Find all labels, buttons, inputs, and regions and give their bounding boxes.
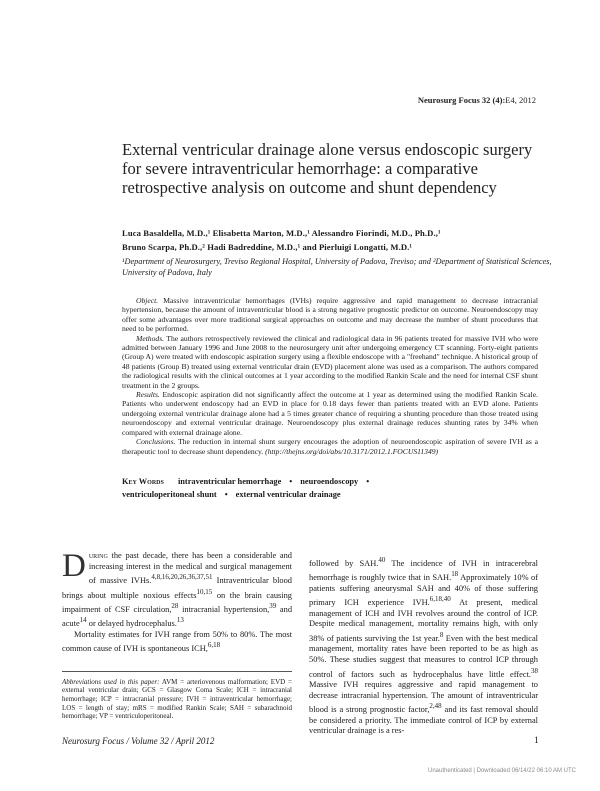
citation: 18 [451,570,459,579]
keyword-separator: • [224,490,228,499]
page-footer-journal: Neurosurg Focus / Volume 32 / April 2012 [62,736,215,746]
citation: 6,18 [207,641,221,650]
body-paragraph [62,548,293,630]
citation: 8 [439,630,444,639]
abstract-conclusions-label: Conclusions. [136,437,176,447]
abbreviations-footnote [62,671,292,721]
abstract-object-text: Massive intraventricular hemorrhages (IVHs) require aggressive and rapid management to decrease intracranial hypertension, because the amount of intraventricular blood is a strong negative prognostic predictor on outcome. Neuroendoscopy may offer some advantages over more traditional surgical approaches on outcome and may decrease the number of shunt procedures that need to be performed. [122,296,538,334]
abstract-methods-text: The authors retrospectively reviewed the clinical and radiological data in 96 patients treated for massive IVH who were admitted between January 1996 and June 2008 to the neurosurgery unit after undergoing emergency CT scanning. Forty-eight patients (Group A) were treated with endoscopic aspiration surgery using a flexible endoscope with a "freehand" technique. A historical group of 48 patients (Group B) treated using external ventricular drain (EVD) placement alone was used as a comparison. The authors compared the radiological results with the clinical outcomes at 1 year according to the modified Rankin Scale and the need for internal CSF shunt treatment in the 2 groups. [122,333,539,390]
body-text: and its fast removal should be considered a priority. The immediate control of ICP by external ventricular drainage is a res- [309,704,538,736]
keywords [122,475,542,501]
body-text: Approximately 10% of patients suffering aneurysmal SAH and 40% of those suffering primary ICH experience IVH. [309,573,538,608]
citation: 6,18,40 [429,595,451,604]
journal-volume: 32 (4): [481,95,506,105]
abstract-conclusions [122,437,538,456]
drop-cap: D [62,548,86,584]
citation: 14 [79,616,87,625]
citation: 4,8,16,20,26,36,37,51 [151,573,213,582]
article-title: External ventricular drainage alone versus endoscopic surgery for severe intraventricular hemorrhage: a comparative retrospective analysis on outcome and shunt dependency [122,140,533,197]
body-text: followed by SAH. [309,558,379,568]
body-text: The incidence of IVH in intracerebral hemorrhage is roughly twice that in SAH. [309,558,538,583]
author-list [122,226,552,254]
body-text: Even with the best medical management, mortality rates have been reported to be as high as 50%. These studies suggest that measures to control ICP through control of factors such as hydrocephalus have little effect. [309,633,538,679]
abstract-results-text: Endoscopic aspiration did not significantly affect the outcome at 1 year as determined using the modified Rankin Scale. Patients who underwent endoscopy had an EVD in place for 0.18 days fewer than patients treated with an EVD alone. Patients undergoing external ventricular drainage alone had a 5 times greater chance of requiring a shunting procedure than those treated using neuroendoscopy and external ventricular drainage. Neuroendoscopy plus external drainage reduces shunting rates by 34% when compared with external drainage alone. [122,390,538,437]
journal-name: Neurosurg Focus [417,95,480,105]
author-line-1: Luca Basaldella, M.D.,¹ Elisabetta Marton, M.D.,¹ Alessandro Fiorindi, M.D., Ph.D.,¹ [122,228,441,238]
citation: 13 [176,616,184,625]
abstract-object [122,296,538,334]
citation: 10,15 [196,587,213,596]
affiliations: ¹Department of Neurosurgery, Treviso Regional Hospital, University of Padova, Treviso; and ²Department of Statistical Sciences, University of Padova, Italy [122,257,552,277]
citation: 2,48 [429,702,442,711]
body-paragraph [62,630,292,655]
keyword-separator: • [289,477,293,486]
doi-link[interactable]: (http://thejns.org/doi/abs/10.3171/2012.1.FOCUS11349) [265,446,439,456]
body-text: Intraventricular blood brings about multiple noxious effects [62,575,292,600]
page-number: 1 [534,736,539,746]
citation: 28 [171,601,179,610]
abbreviations-text: AVM = arteriovenous malformation; EVD = external ventricular drain; GCS = Glasgow Coma Scale; ICH = intracranial hemorrhage; ICP = intracranial pressure; IVH = intraventricular hemorrhage; LOS = length of stay; mRS = modified Rankin Scale; SAH = subarachnoid hemorrhage; VP = ventriculoperitoneal. [62,677,292,721]
body-text: intracranial hypertension, [178,604,270,614]
download-watermark: Unauthenticated | Downloaded 06/14/22 06:10 AM UTC [428,768,576,774]
abstract-results-label: Results. [136,390,160,400]
author-line-2: Bruno Scarpa, Ph.D.,² Hadi Badreddine, M.D.,¹ and Pierluigi Longatti, M.D.¹ [122,242,413,252]
citation: 39 [269,601,277,610]
body-column-left [62,548,293,721]
lead-small-caps: uring [88,551,108,560]
body-text: Mortality estimates for IVH range from 50% to 80%. The most common cause of IVH is spontaneous ICH, [62,629,292,654]
body-paragraph [309,555,538,737]
keyword-item: neuroendoscopy [300,477,359,486]
body-text: on the brain causing impairment of CSF circulation, [62,590,292,614]
keywords-label: Key Words [122,477,164,486]
journal-article-number: E4, 2012 [505,95,536,105]
keyword-item: intraventricular hemorrhage [177,477,282,486]
body-text: or delayed hydrocephalus. [86,619,177,629]
abstract [122,296,538,456]
abstract-methods [122,334,538,390]
body-column-right [309,555,538,737]
body-text: At present, medical management of ICH and IVH revolves around the control of ICP. Despite medical management, mortality remains high, with only 38% of patients surviving the 1st year. [309,598,538,643]
body-text: and acute [62,604,293,629]
abstract-methods-label: Methods. [136,333,165,343]
journal-header [418,95,536,105]
keyword-item: external ventricular drainage [235,490,341,499]
abstract-conclusions-text: The reduction in internal shunt surgery encourages the adoption of neuroendoscopic aspiration of severe IVH as a therapeutic tool to decrease shunt dependency. [122,437,539,456]
keyword-separator: • [366,477,370,486]
body-text: the past decade, there has been a considerable and increasing interest in the medical and surgical management of massive IVHs. [88,551,292,585]
citation: 40 [378,556,386,564]
body-text: Massive IVH requires aggressive and rapid management to decrease intracranial hypertension. The amount of intraventricular blood is a strong prognostic factor, [309,679,538,714]
keyword-item: ventriculoperitoneal shunt [122,490,217,499]
abbreviations-label: Abbreviations used in this paper: [62,677,160,686]
abstract-object-label: Object. [136,296,159,305]
citation: 38 [531,666,538,675]
abstract-results [122,390,538,437]
